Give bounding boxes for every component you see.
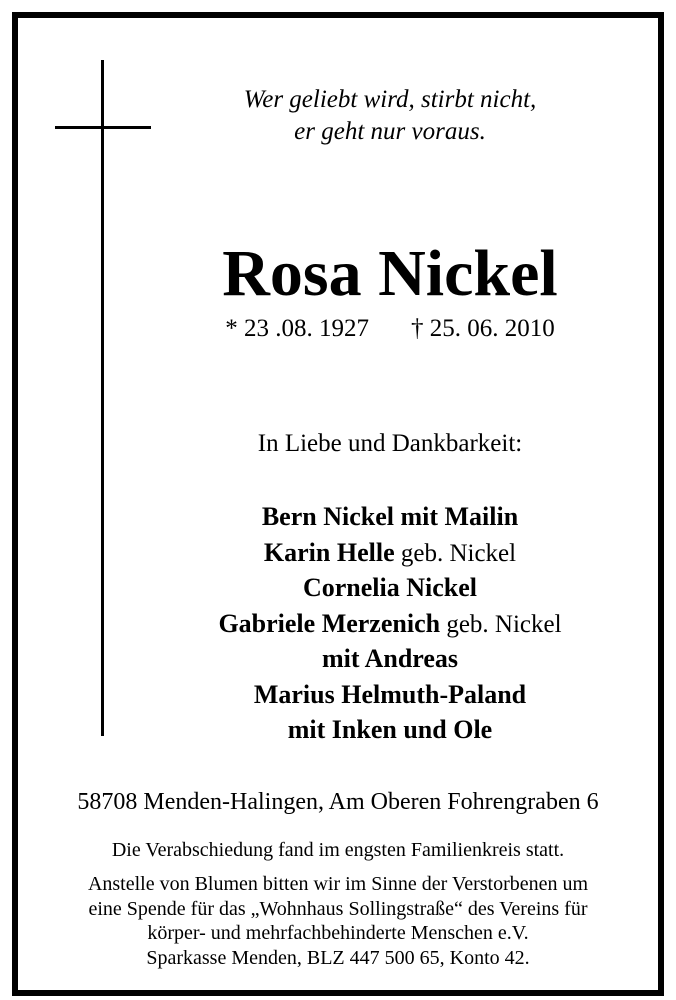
cross-icon-horizontal	[55, 126, 151, 129]
cross-icon-vertical	[101, 60, 104, 736]
mourner-name: Bern Nickel mit Mailin	[261, 502, 519, 531]
mourner-name: Cornelia Nickel	[302, 573, 478, 602]
farewell-note: Die Verabschiedung fand im engsten Familienkreis statt.	[111, 839, 565, 861]
mourner-row	[150, 642, 630, 678]
life-dates	[150, 313, 630, 345]
deceased-name: Rosa Nickel	[222, 237, 558, 310]
family-address: 58708 Menden-Halingen, Am Oberen Fohrengraben 6	[77, 789, 599, 815]
mourner-name: Gabriele Merzenich	[218, 608, 441, 638]
donation-line-2: eine Spende für das „Wohnhaus Sollingstraße“ des Vereins für	[88, 897, 588, 920]
motto-line-2: er geht nur voraus.	[294, 118, 486, 145]
mourner-note: geb. Nickel	[394, 539, 517, 567]
mourner-row	[150, 571, 630, 607]
mourners-list	[150, 500, 630, 749]
mourner-row	[150, 678, 630, 714]
mourner-name: Marius Helmuth-Paland	[253, 679, 527, 709]
mourner-row	[150, 536, 630, 572]
mourner-row	[150, 713, 630, 749]
donation-line-4: Sparkasse Menden, BLZ 447 500 65, Konto 42.	[146, 946, 530, 969]
mourner-name: mit Inken und Ole	[287, 715, 493, 744]
birth-date: * 23 .08. 1927	[225, 315, 369, 342]
motto-line-1: Wer geliebt wird, stirbt nicht,	[243, 86, 537, 113]
death-date: † 25. 06. 2010	[411, 315, 555, 342]
motto	[150, 84, 630, 148]
mourner-name: mit Andreas	[321, 644, 459, 673]
mourner-row	[150, 500, 630, 536]
mourners-intro: In Liebe und Dankbarkeit:	[257, 430, 523, 457]
mourner-name: Karin Helle	[263, 537, 395, 567]
donation-line-1: Anstelle von Blumen bitten wir im Sinne der Verstorbenen um	[87, 873, 589, 895]
donation-request	[18, 872, 658, 970]
donation-line-3: körper- und mehrfachbehinderte Menschen e.V.	[147, 922, 529, 944]
mourner-note: geb. Nickel	[440, 610, 562, 638]
mourner-row	[150, 607, 630, 643]
